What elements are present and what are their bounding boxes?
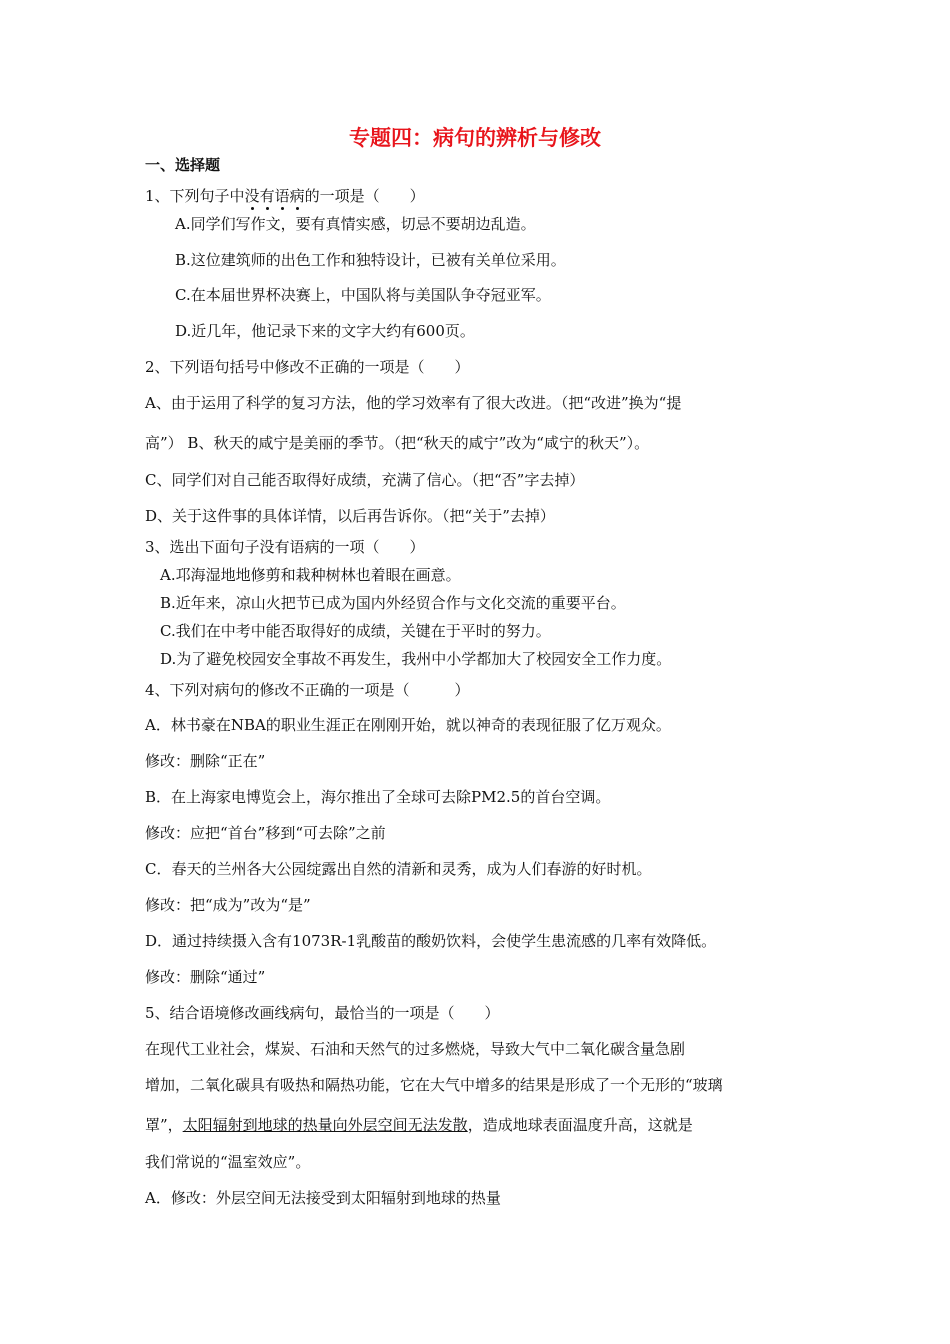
q5-option-a: A．修改：外层空间无法接受到太阳辐射到地球的热量 [145, 1189, 501, 1207]
underlined-sentence: 太阳辐射到地球的热量向外层空间无法发散 [182, 1116, 468, 1134]
q1-option-c: C.在本届世界杯决赛上，中国队将与美国队争夺冠亚军。 [175, 286, 551, 304]
q5-passage-text: ，造成地球表面温度升高，这就是 [467, 1116, 693, 1134]
emphasis-char: 语 [274, 187, 290, 205]
q4-stem: 4、下列对病句的修改不正确的一项是（ ） [145, 681, 470, 699]
q4-line: 修改：删除“正在” [145, 752, 266, 770]
q2-stem: 2、下列语句括号中修改不正确的一项是（ ） [145, 358, 470, 376]
q5-passage-line [145, 1115, 693, 1135]
q5-stem: 5、结合语境修改画线病句，最恰当的一项是（ ） [145, 1004, 500, 1022]
q2-line: D、关于这件事的具体详情，以后再告诉你。（把“关于”去掉） [145, 507, 555, 525]
q1-stem [145, 186, 425, 206]
page-title: 专题四：病句的辨析与修改 [349, 126, 601, 150]
q2-line: 高”） B、秋天的咸宁是美丽的季节。（把“秋天的咸宁”改为“咸宁的秋天”）。 [145, 434, 650, 452]
q1-option-a: A.同学们写作文，要有真情实感，切忌不要胡边乱造。 [175, 215, 536, 233]
q3-option-c: C.我们在中考中能否取得好的成绩，关键在于平时的努力。 [160, 622, 551, 640]
q4-line: D．通过持续摄入含有1073R-1乳酸苗的酸奶饮料，会使学生患流感的几率有效降低。 [145, 932, 717, 950]
q2-line: C、同学们对自己能否取得好成绩，充满了信心。（把“否”字去掉） [145, 471, 585, 489]
q2-line: A、由于运用了科学的复习方法，他的学习效率有了很大改进。（把“改进”换为“提 [145, 394, 682, 412]
q4-line: 修改：把“成为”改为“是” [145, 896, 311, 914]
emphasis-char: 没 [244, 187, 260, 205]
q4-line: B．在上海家电博览会上，海尔推出了全球可去除PM2.5的首台空调。 [145, 788, 611, 806]
q5-passage-line: 在现代工业社会，煤炭、石油和天然气的过多燃烧，导致大气中二氧化碳含量急剧 [145, 1040, 686, 1058]
q4-line: 修改：应把“首台”移到“可去除”之前 [145, 824, 386, 842]
q4-line: C．春天的兰州各大公园绽露出自然的清新和灵秀，成为人们春游的好时机。 [145, 860, 652, 878]
q4-line: A．林书豪在NBA的职业生涯正在刚刚开始，就以神奇的表现征服了亿万观众。 [145, 716, 671, 734]
q3-option-d: D.为了避免校园安全事故不再发生，我州中小学都加大了校园安全工作力度。 [160, 650, 672, 668]
q5-passage-text: 罩”， [145, 1116, 183, 1134]
section-heading: 一、选择题 [145, 156, 221, 174]
q1-stem-suffix: 的一项是（ ） [304, 187, 425, 205]
q3-option-a: A.邛海湿地地修剪和栽种树林也着眼在画意。 [160, 566, 461, 584]
q3-stem: 3、选出下面句子没有语病的一项（ ） [145, 538, 425, 556]
emphasis-char: 有 [259, 187, 275, 205]
q1-option-b: B.这位建筑师的出色工作和独特设计，已被有关单位采用。 [175, 251, 566, 269]
q1-option-d: D.近几年，他记录下来的文字大约有600页。 [175, 322, 475, 340]
q4-line: 修改：删除“通过” [145, 968, 266, 986]
emphasis-char: 病 [289, 187, 305, 205]
q3-option-b: B.近年来，凉山火把节已成为国内外经贸合作与文化交流的重要平台。 [160, 594, 626, 612]
q5-passage-line: 我们常说的“温室效应”。 [145, 1153, 311, 1171]
q5-passage-line: 增加，二氧化碳具有吸热和隔热功能，它在大气中增多的结果是形成了一个无形的“玻璃 [145, 1076, 723, 1094]
q1-stem-prefix: 1、下列句子中 [145, 187, 245, 205]
